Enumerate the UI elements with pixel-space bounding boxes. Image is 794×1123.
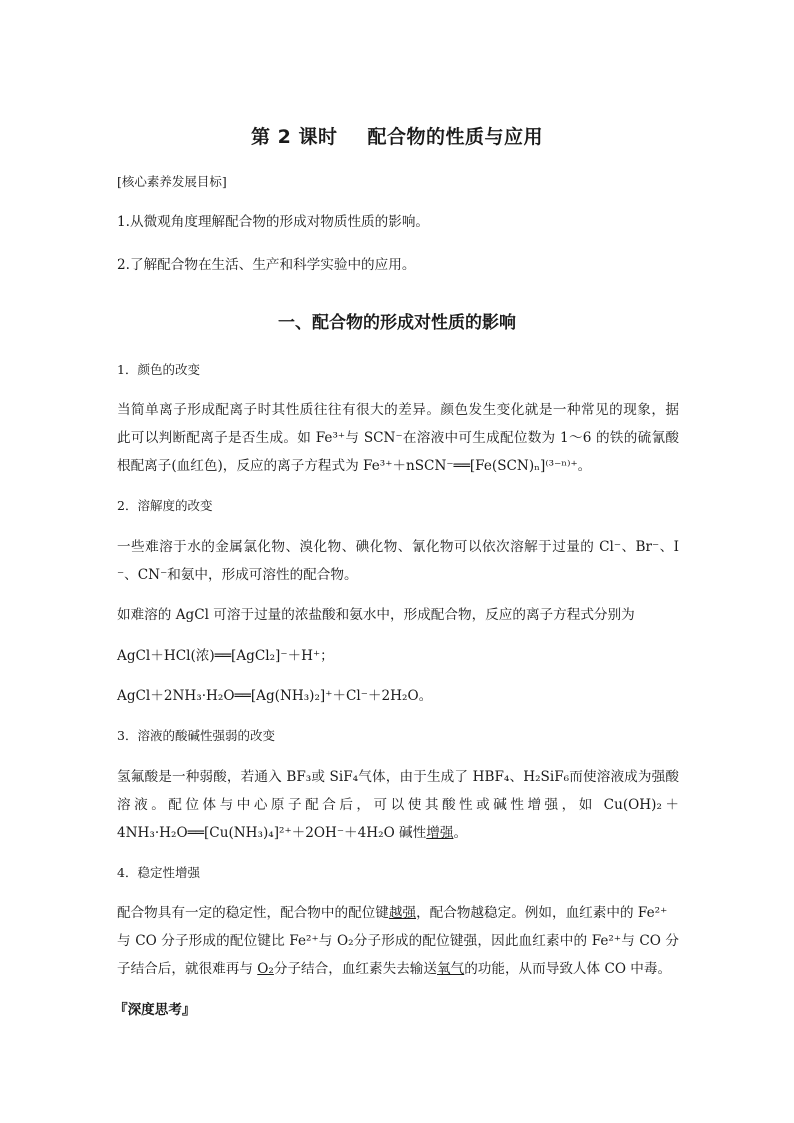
equation-1: AgCl＋HCl(浓)══[AgCl₂]⁻＋H⁺； bbox=[117, 648, 334, 664]
s1-line-3: 根配离子(血红色)，反应的离子方程式为 Fe³⁺＋nSCN⁻══[Fe(SCN)ₙ]⁽³⁻ⁿ⁾⁺。 bbox=[117, 458, 592, 474]
lesson-number: 第 2 课时 bbox=[251, 126, 338, 148]
s4-line-1-end: ，配合物越稳定。例如，血红素中的 Fe²⁺ bbox=[416, 905, 668, 921]
s1-line-1: 当简单离子形成配离子时其性质往往有很大的差异。颜色发生变化就是一种常见的现象，据 bbox=[117, 402, 679, 418]
s4-line-3-end: 的功能，从而导致人体 CO 中毒。 bbox=[464, 961, 672, 977]
s3-line-3-text: 4NH₃·H₂O══[Cu(NH₃)₄]²⁺＋2OH⁻＋4H₂O 碱性 bbox=[117, 825, 427, 841]
deep-thinking-label: 『深度思考』 bbox=[114, 1002, 196, 1018]
subsection-3-heading: 3．溶液的酸碱性强弱的改变 bbox=[117, 728, 275, 743]
s3-underlined-term: 增强 bbox=[426, 825, 454, 841]
s4-line-1-text: 配合物具有一定的稳定性，配合物中的配位键 bbox=[117, 905, 389, 921]
s4-underlined-term-2: O₂ bbox=[257, 961, 274, 977]
s4-line-3 bbox=[117, 955, 679, 983]
goal-item-1: 1.从微观角度理解配合物的形成对物质性质的影响。 bbox=[117, 214, 430, 230]
s1-line-2: 此可以判断配离子是否生成。如 Fe³⁺与 SCN⁻在溶液中可生成配位数为 1～6 的铁的硫氰酸 bbox=[117, 430, 679, 446]
page-title bbox=[0, 122, 794, 149]
s4-line-1 bbox=[117, 899, 679, 927]
s4-line-3-text: 子结合后，就很难再与 bbox=[117, 961, 258, 977]
s3-line-1: 氢氟酸是一种弱酸，若通入 BF₃或 SiF₄气体，由于生成了 HBF₄、H₂SiF₆而使溶液成为强酸 bbox=[117, 769, 679, 785]
goals-header: [核心素养发展目标] bbox=[117, 174, 227, 189]
equation-2: AgCl＋2NH₃·H₂O══[Ag(NH₃)₂]⁺＋Cl⁻＋2H₂O。 bbox=[117, 688, 433, 704]
s2-line-3: 如难溶的 AgCl 可溶于过量的浓盐酸和氨水中，形成配合物，反应的离子方程式分别为 bbox=[117, 607, 635, 623]
s3-line-3 bbox=[117, 819, 679, 847]
s2-line-1: 一些难溶于水的金属氯化物、溴化物、碘化物、氰化物可以依次溶解于过量的 Cl⁻、Br⁻、I bbox=[117, 539, 679, 555]
s4-underlined-term-1: 越强 bbox=[388, 905, 417, 921]
s4-line-3-mid: 分子结合，血红素失去输送 bbox=[273, 961, 437, 977]
subsection-1-heading: 1．颜色的改变 bbox=[117, 362, 200, 377]
subsection-4-heading: 4．稳定性增强 bbox=[117, 865, 200, 880]
s4-line-2: 与 CO 分子形成的配位键比 Fe²⁺与 O₂分子形成的配位键强，因此血红素中的 Fe²⁺与 CO 分 bbox=[117, 933, 679, 949]
s3-line-2: 溶液。配位体与中心原子配合后，可以使其酸性或碱性增强，如 Cu(OH)₂＋ bbox=[117, 797, 679, 813]
goal-item-2: 2.了解配合物在生活、生产和科学实验中的应用。 bbox=[117, 257, 416, 273]
s2-line-2: ⁻、CN⁻和氨中，形成可溶性的配合物。 bbox=[117, 567, 358, 583]
subsection-2-heading: 2．溶解度的改变 bbox=[117, 498, 213, 513]
s3-line-3-end: 。 bbox=[453, 825, 468, 841]
s4-underlined-term-3: 氧气 bbox=[437, 961, 465, 977]
section-heading: 一、配合物的形成对性质的影响 bbox=[278, 313, 516, 333]
lesson-topic: 配合物的性质与应用 bbox=[367, 126, 543, 148]
